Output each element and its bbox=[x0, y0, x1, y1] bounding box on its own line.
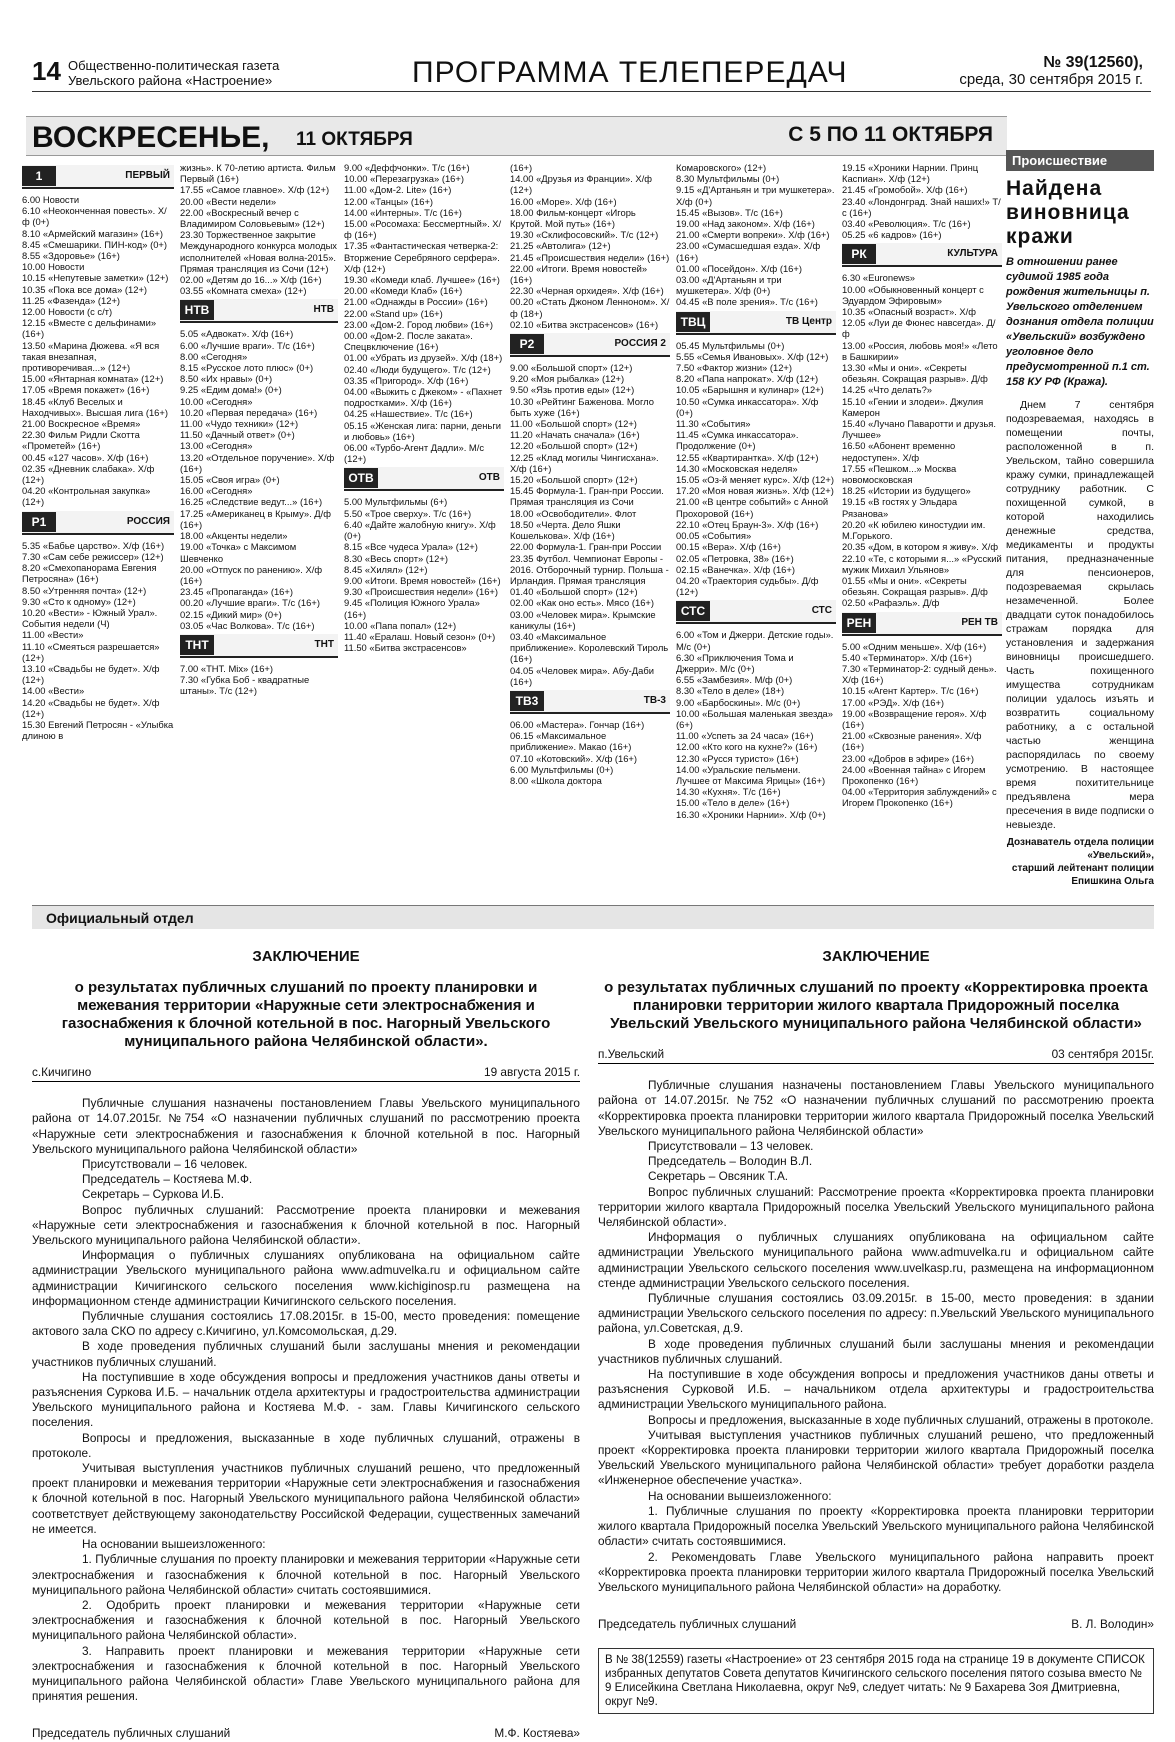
channel-logo-icon: Р1 bbox=[22, 512, 56, 532]
channel-header-ntv bbox=[180, 299, 338, 323]
page-header bbox=[32, 54, 1151, 92]
channel-header-rossiya bbox=[22, 511, 174, 535]
channel-name: ОТВ bbox=[478, 472, 500, 484]
issue-number: № 39(12560), bbox=[1043, 54, 1143, 71]
tv-day-band bbox=[26, 116, 1007, 156]
report-paragraph: Учитывая выступления участников публичных слушаний решено, что предложенный проект «Корректировка проекта планировки территории жилого квартала Придорожный поселка Увельский Увельского муниципального района Челябинской области» требует доработки раздела «Инженерное обеспечение участка». bbox=[598, 1427, 1154, 1488]
report-paragraph: В ходе проведения публичных слушаний были заслушаны мнения и рекомендации участников публичных слушаний. bbox=[32, 1339, 580, 1369]
report-paragraph: 2. Рекомендовать Главе Увельского муниципального района направить проект «Корректировка проекта планировки территории жилого квартала Придорожный поселка Увельский Увельского муниципального района Челябинской области» на доработку. bbox=[598, 1549, 1154, 1594]
report-date: 19 августа 2015 г. bbox=[484, 1065, 580, 1079]
program-list: 5.00 «Одним меньше». Х/ф (16+) 5.40 «Терминатор». Х/ф (16+) 7.30 «Терминатор-2: судный день». Х/ф (16+) 10.15 «Агент Картер». Т/с (16+) 17.00 «РЭД». Х/ф (16+) 19.00 «Возвращение героя». Х/ф (16+) 21.00 «Сквозные ранения». Х/ф (16+) 23.00 «Добров в эфире» (16+) 24.00 «Военная тайна» с Игорем Прокопенко (16+) 04.00 «Территория заблуждений» с Игорем Прокопенко (16+) bbox=[842, 640, 997, 809]
channel-name: ПЕРВЫЙ bbox=[125, 170, 170, 181]
report-paragraph: В ходе проведения публичных слушаний были заслушаны мнения и рекомендации участников публичных слушаний. bbox=[598, 1336, 1154, 1366]
report-signature bbox=[598, 1617, 1154, 1632]
channel-name: РОССИЯ 2 bbox=[614, 338, 666, 350]
channel-logo-icon: СТС bbox=[676, 601, 710, 621]
channel-name: НТВ bbox=[313, 304, 334, 316]
tv-column-5 bbox=[676, 162, 836, 890]
report-paragraph: На основании вышеизложенного: bbox=[648, 1488, 832, 1503]
channel-header-tnt bbox=[180, 634, 338, 658]
incident-rubric: Происшествие bbox=[1006, 150, 1154, 171]
channel-name: ТВ-3 bbox=[643, 694, 666, 706]
channel-logo-icon: РЕН bbox=[842, 613, 876, 633]
report-body bbox=[32, 1096, 580, 1704]
report-place: п.Увельский bbox=[598, 1047, 665, 1061]
channel-header-rossiya-2 bbox=[510, 333, 670, 357]
program-list: 6.30 «Euronews» 10.00 «Обыкновенный концерт с Эдуардом Эфировым» 10.35 «Опасный возраст». Х/ф 12.05 «Луи де Фюнес навсегда». Д/ф 13.00 «Россия, любовь моя!» «Лето в Башкирии» 13.30 «Мы и они». «Секреты обезьян. Сокращая разрыв». Д/ф 14.25 «Что делать?» 15.10 «Гении и злодеи». Джулия Камерон 15.40 «Лучано Паваротти и друзья. Лучшее» 16.50 «Абонент временно недоступен». Х/ф 17.55 «Пешком...» Москва новомосковская 18.25 «Истории из будущего» 19.15 «В гостях у Эльдара Рязанова» 20.20 «К юбилею киностудии им. М.Горького. 20.35 «Дом, в котором я живу». Х/ф 22.10 «Те, с которыми я...» «Русский мужик Михаил Ульянов» 01.55 «Мы и они». «Секреты обезьян. Сокращая разрыв». Д/ф 02.50 «Рафаэль». Д/ф bbox=[842, 272, 1002, 609]
report-place-date bbox=[598, 1047, 1154, 1064]
channel-logo-icon: НТВ bbox=[180, 300, 214, 320]
tv-column-3 bbox=[344, 162, 504, 890]
report-paragraph: Публичные слушания состоялись 03.09.2015г. в 15-00, место проведения: в здании администрации Увельского сельского поселения по адресу: п.Увельский Увельского муниципального района, ул.Советская, д.9. bbox=[598, 1291, 1154, 1336]
incident-lead: В отношении ранее судимой 1985 года рождения жительницы п. Увельского отделением дознания отдела полиции «Увельский» возбуждено уголовное дело предусмотренной п.1 ст. 158 КУ РФ (Кража). bbox=[1006, 256, 1154, 388]
tv-week-range: С 5 ПО 11 ОКТЯБРЯ bbox=[788, 123, 993, 146]
report-paragraph: Присутствовали – 16 человек. bbox=[82, 1157, 248, 1172]
report-right bbox=[598, 948, 1154, 1714]
program-list: Комаровского» (12+) 8.30 Мультфильмы (0+) 9.15 «Д'Артаньян и три мушкетера». Х/ф (0+) 15.45 «Вызов». Т/с (16+) 19.00 «Над законом». Х/ф (16+) 21.00 «Смерти вопреки». Х/ф (16+) 23.00 «Сумасшедшая езда». Х/ф (16+) 01.00 «Посейдон». Х/ф (16+) 03.00 «Д'Артаньян и три мушкетера». Х/ф (0+) 04.45 «В поле зрения». Т/с (16+) bbox=[676, 162, 835, 308]
program-list: (16+) 14.00 «Друзья из Франции». Х/ф (12+) 16.00 «Море». Х/ф (16+) 18.00 Фильм-концерт «Игорь Крутой. Мой путь» (16+) 19.30 «Склифосовский». Т/с (12+) 21.25 «Автолига» (12+) 21.45 «Происшествия недели» (16+) 22.00 «Итоги. Время новостей» (16+) 22.30 «Черная орхидея». Х/ф (16+) 00.20 «Стать Джоном Ленноном». Х/ф (18+) 02.10 «Битва экстрасенсов» (16+) bbox=[510, 162, 670, 330]
channel-logo-icon: Р2 bbox=[510, 334, 544, 354]
channel-logo-icon: 1 bbox=[22, 166, 56, 186]
program-list: 7.00 «ТНТ. Mix» (16+) 7.30 «Губка Боб - квадратные штаны». Т/с (12+) bbox=[180, 662, 310, 697]
program-list: 19.15 «Хроники Нарнии. Принц Каспиан». Х/ф (12+) 21.45 «Громобой». Х/ф (16+) 23.40 «Лондонград. Знай наших!» Т/с (16+) 03.40 «Революция». Т/с (16+) 05.25 «6 кадров» (16+) bbox=[842, 162, 1001, 241]
report-paragraph: Учитывая выступления участников публичных слушаний решено, что предложенный проект планировки и межевания территории «Наружные сети электроснабжения и газоснабжения к блочной котельной в пос. Нагорный Увельского муниципального района Челябинской области» соответствует действующему законодательству Российской Федерации, существенных замечаний не имеется. bbox=[32, 1461, 580, 1536]
report-paragraph: Публичные слушания назначены постановлением Главы Увельского муниципального района от 14.07.2015г. №754 «О назначении публичных слушаний по рассмотрению проекта «Наружные сети электроснабжения и газоснабжения к блочной котельной в пос. Нагорный Увельского муниципального района Челябинской области» bbox=[32, 1096, 580, 1156]
signature-role: Председатель публичных слушаний bbox=[32, 1726, 231, 1741]
report-paragraph: Публичные слушания назначены постановлением Главы Увельского муниципального района от 14.07.2015г. №752 «О назначении публичных слушаний по рассмотрению проекта «Корректировка проекта планировки территории жилого квартала Придорожный поселка Увельский Увельского муниципального района Челябинской области» bbox=[598, 1078, 1154, 1138]
channel-logo-icon: ОТВ bbox=[344, 468, 378, 488]
issue-info bbox=[959, 54, 1143, 88]
report-paragraph: На поступившие в ходе обсуждения вопросы и предложения участников даны ответы и разъяснения Суркова И.Б. – начальник отдела архитектуры и градостроительства администрации Увельского муниципального района и Костяева М.Ф. - зам. Главы Кичигинского сельского поселения. bbox=[32, 1369, 580, 1430]
correction-notice: В № 38(12559) газеты «Настроение» от 23 сентября 2015 года на странице 19 в документе СПИСОК избранных депутатов Совета депутатов Кичигинского сельского поселения пятого созыва вместо № 9 Елисейкина Светлана Николаевна, округ №9, следует читать: № 9 Бахарева Зоя Дмитриевна, округ №9. bbox=[598, 1648, 1154, 1714]
channel-logo-icon: ТВЦ bbox=[676, 312, 710, 332]
program-list: 5.05 «Адвокат». Х/ф (16+) 6.00 «Лучшие враги». Т/с (16+) 8.00 «Сегодня» 8.15 «Русское лото плюс» (0+) 8.50 «Их нравы» (0+) 9.25 «Едим дома!» (0+) 10.00 «Сегодня» 10.20 «Первая передача» (16+) 11.00 «Чудо техники» (12+) 11.50 «Дачный ответ» (0+) 13.00 «Сегодня» 13.20 «Отдельное поручение». Х/ф (16+) 15.05 «Своя игра» (0+) 16.00 «Сегодня» 16.25 «Следствие ведут...» (16+) 17.25 «Американец в Крыму». Д/ф (16+) 18.00 «Акценты недели» 19.00 «Точка» с Максимом Шевченко 20.00 «Отпуск по ранению». Х/ф (16+) 23.45 «Пропаганда» (16+) 00.20 «Лучшие враги». Т/с (16+) 02.15 «Дикий мир» (0+) 03.05 «Час Волкова». Т/с (16+) bbox=[180, 328, 335, 631]
report-paragraph: Секретарь – Овсяник Т.А. bbox=[648, 1169, 789, 1184]
tv-column-4 bbox=[510, 162, 670, 890]
report-paragraph: Присутствовали – 13 человек. bbox=[648, 1139, 814, 1154]
report-paragraph: Вопрос публичных слушаний: Рассмотрение проекта планировки и межевания «Наружные сети электроснабжения и газоснабжения к блочной котельной в пос. Нагорный Увельского муниципального района Челябинской области». bbox=[32, 1202, 580, 1248]
incident-article bbox=[1006, 150, 1154, 888]
signature-role: Председатель публичных слушаний bbox=[598, 1617, 797, 1632]
page-number: 14 bbox=[32, 56, 61, 86]
incident-headline: Найдена виновница кражи bbox=[1006, 177, 1130, 248]
report-place: с.Кичигино bbox=[32, 1065, 92, 1079]
report-body bbox=[598, 1078, 1154, 1595]
incident-signature bbox=[1006, 836, 1154, 888]
report-paragraph: На поступившие в ходе обсуждения вопросы и предложения участников даны ответы и разъяснения Сурковой И.Б. – начальником отдела архитектуры и градостроительства администрации Увельского муниципального района. bbox=[598, 1367, 1154, 1412]
report-paragraph: Информация о публичных слушаниях опубликована на официальном сайте администрации Увельского муниципального района www.admuvelka.ru и официальном сайте администрации Кичигинского сельского поселения www.kichiginosp.ru размещена на информационном стенде администрации Кичигинского сельского поселения. bbox=[32, 1248, 580, 1308]
channel-name: КУЛЬТУРА bbox=[947, 248, 998, 260]
report-subject: о результатах публичных слушаний по проекту «Корректировка проекта планировки территории жилого квартала Придорожный поселка Увельский Увельского муниципального района Челябинской области» bbox=[604, 979, 1148, 1032]
report-paragraph: Публичные слушания состоялись 17.08.2015г. в 15-00, место проведения: помещение актового зала СКО по адресу с.Кичигино, ул.Комсомольская, д.29. bbox=[32, 1309, 580, 1339]
official-section-band bbox=[32, 905, 1154, 929]
report-place-date bbox=[32, 1065, 580, 1082]
report-left bbox=[32, 948, 580, 1742]
report-paragraph: Председатель – Володин В.Л. bbox=[648, 1154, 813, 1169]
signature-name: В. Л. Володин» bbox=[1071, 1617, 1154, 1632]
report-paragraph: Вопросы и предложения, высказанные в ходе публичных слушаний, отражены в протоколе. bbox=[32, 1430, 580, 1460]
signature-line-1: Дознаватель отдела полиции «Увельский», bbox=[1006, 837, 1154, 861]
report-paragraph: 1. Публичные слушания по проекту планировки и межевания территории «Наружные сети электроснабжения и газоснабжения к блочной котельной в пос. Нагорный Увельского муниципального района Челябинской области» считать состоявшимися. bbox=[32, 1552, 580, 1597]
report-heading: ЗАКЛЮЧЕНИЕ bbox=[822, 948, 930, 965]
report-paragraph: Информация о публичных слушаниях опубликована на официальном сайте администрации Увельского муниципального района www.admuvelka.ru и официальном сайте администрации Увельского сельского поселения www.uvelkasp.ru, размещена на информационном стенде администрации Увельского сельского поселения. bbox=[598, 1230, 1154, 1290]
program-list: 05.45 Мультфильмы (0+) 5.55 «Семья Ивановых». Х/ф (12+) 7.50 «Фактор жизни» (12+) 8.20 «Папа напрокат». Х/ф (12+) 10.05 «Барышня и кулинар» (12+) 10.50 «Сумка инкассатора». Х/ф (0+) 11.30 «События» 11.45 «Сумка инкассатора». Продолжение (0+) 12.55 «Квартирантка». Х/ф (12+) 14.30 «Московская неделя» 15.05 «Оз-й меняет курс». Х/ф (12+) 17.20 «Моя новая жизнь». Х/ф (12+) 21.00 «В центре событий» с Анной Прохоровой (16+) 22.10 «Отец Браун-3». Х/ф (16+) 00.05 «События» 00.15 «Вера». Х/ф (16+) 02.05 «Петровка, 38» (16+) 02.15 «Ванечка». Х/ф (16+) 04.20 «Траектория судьбы». Д/ф (12+) bbox=[676, 339, 834, 598]
channel-name: ТВ Центр bbox=[785, 315, 832, 327]
channel-logo-icon: ТВ3 bbox=[510, 691, 544, 711]
program-list: 9.00 «Деффчонки». Т/с (16+) 10.00 «Перезагрузка» (16+) 11.00 «Дом-2. Lite» (16+) 12.00 «Танцы» (16+) 14.00 «Интерны». Т/с (16+) 15.00 «Росомаха: Бессмертный». Х/ф (16+) 17.35 «Фантастическая четверка-2: Вторжение Серебряного серфера». Х/ф (12+) 19.30 «Комеди клаб. Лучшее» (16+) 20.00 «Комеди Клаб» (16+) 21.00 «Однажды в России» (16+) 22.00 «Stand up» (16+) 23.00 «Дом-2. Город любви» (16+) 00.00 «Дом-2. После заката». Спецвключение (16+) 01.00 «Убрать из друзей». Х/ф (18+) 02.40 «Люди будущего». Т/с (12+) 03.35 «Пригород». Х/ф (16+) 04.00 «Выжить с Джеком» - «Пахнет подростками». Х/ф (16+) 04.25 «Нашествие». Т/с (16+) 05.15 «Женская лига: парни, деньги и любовь» (16+) 06.00 «Турбо-Агент Дадли». М/с (12+) bbox=[344, 162, 503, 465]
channel-header-sts bbox=[676, 600, 836, 624]
channel-name: РОССИЯ bbox=[126, 515, 170, 527]
channel-header-perviy bbox=[22, 165, 174, 189]
section-title: ПРОГРАММА ТЕЛЕПЕРЕДАЧ bbox=[412, 56, 848, 89]
report-paragraph: На основании вышеизложенного: bbox=[82, 1537, 266, 1552]
incident-body: Днем 7 сентября подозреваемая, находясь в помещении почты, расположенной в п. Увельском, тайно совершила кражу сумки, принадлежащей сотруднику работник. С похищенной сумкой, в которой находились денежные средства, медикаменты и продукты питания, предназначенные для пенсионеров, подозреваемая скрылась незамеченной. Более двадцати суток понадобилось стражам порядка для установления и задержания виновницы происшедшего. Часть похищенного имущества сотрудникам полиции удалось изъять и возвратить социальному работнику, а с остальной частью женщина распорядилась по своему усмотрению. В настоящее время похитительнице предъявлена мера пресечения в виде подписки о невыезде. bbox=[1006, 399, 1154, 831]
signature-line-2: старший лейтенант полиции Епишкина Ольга bbox=[1011, 863, 1154, 887]
tv-day-name: ВОСКРЕСЕНЬЕ, bbox=[32, 121, 270, 154]
report-heading: ЗАКЛЮЧЕНИЕ bbox=[252, 948, 360, 965]
report-signature bbox=[32, 1726, 580, 1741]
report-paragraph: Вопрос публичных слушаний: Рассмотрение проекта «Корректировка проекта планировки территории жилого квартала Придорожный поселка Увельский Увельского муниципального района Челябинской области». bbox=[598, 1184, 1154, 1230]
channel-header-otv bbox=[344, 467, 504, 491]
program-list: 6.00 Новости 6.10 «Неоконченная повесть». Х/ф (0+) 8.10 «Армейский магазин» (16+) 8.45 «Смешарики. ПИН-код» (0+) 8.55 «Здоровье» (16+) 10.00 Новости 10.15 «Непутевые заметки» (12+) 10.35 «Пока все дома» (12+) 11.25 «Фазенда» (12+) 12.00 Новости (с с/т) 12.15 «Вместе с дельфинами» (16+) 13.50 «Марина Дюжева. «Я вся такая внезапная, противоречивая...» (12+) 15.00 «Янтарная комната» (12+) 17.05 «Время покажет» (16+) 18.45 «Клуб Веселых и Находчивых». Высшая лига (16+) 21.00 Воскресное «Время» 22.30 Фильм Ридли Скотта «Прометей» (16+) 00.45 «127 часов». Х/ф (16+) 02.35 «Дневник слабака». Х/ф (12+) 04.20 «Контрольная закупка» (12+) bbox=[22, 194, 169, 508]
program-list: 06.00 «Мастера». Гончар (16+) 06.15 «Максимальное приближение». Макао (16+) 07.10 «Котовский». Х/ф (16+) 6.00 Мультфильмы (0+) 8.00 «Школа доктора bbox=[510, 718, 645, 786]
channel-header-tv3 bbox=[510, 690, 670, 714]
newspaper-name bbox=[68, 58, 279, 88]
channel-logo-icon: РК bbox=[842, 244, 876, 264]
org-line-2: Увельского района «Настроение» bbox=[68, 73, 273, 88]
issue-date: среда, 30 сентября 2015 г. bbox=[959, 71, 1143, 88]
tv-column-6 bbox=[842, 162, 1002, 890]
report-paragraph: Председатель – Костяева М.Ф. bbox=[82, 1172, 253, 1187]
channel-name: ТНТ bbox=[314, 638, 334, 650]
channel-name: СТС bbox=[811, 605, 832, 617]
program-list: 9.00 «Большой спорт» (12+) 9.20 «Моя рыбалка» (12+) 9.50 «Язь против еды» (12+) 10.30 «Рейтинг Баженова. Могло быть хуже (16+) 11.00 «Большой спорт» (12+) 11.20 «Начать сначала» (16+) 12.20 «Большой спорт» (12+) 12.25 «Клад могилы Чингисхана». Х/ф (16+) 15.20 «Большой спорт» (12+) 15.45 Формула-1. Гран-при России. Прямая трансляция из Сочи 18.00 «Освободители». Флот 18.50 «Черта. Дело Яшки Кошелькова». Х/ф (16+) 22.00 Формула-1. Гран-при России 23.35 Футбол. Чемпионат Европы - 2016. Отборочный турнир. Польша - Ирландия. Прямая трансляция 01.40 «Большой спорт» (12+) 02.00 «Как оно есть». Мясо (16+) 03.00 «Человек мира». Крымские каникулы (16+) 03.40 «Максимальное приближение». Королевский Тироль (16+) 04.05 «Человек мира». Абу-Даби (16+) bbox=[510, 362, 669, 687]
channel-logo-icon: ТНТ bbox=[180, 635, 214, 655]
channel-name: РЕН ТВ bbox=[961, 616, 998, 628]
report-paragraph: Вопросы и предложения, высказанные в ходе публичных слушаний, отражены в протоколе. bbox=[648, 1412, 1154, 1427]
signature-name: М.Ф. Костяева» bbox=[494, 1726, 580, 1741]
report-paragraph: 1. Публичные слушания по проекту «Корректировка проекта планировки территории жилого квартала Придорожный поселка Увельский Увельского муниципального района Челябинской области» считать состоявшимися. bbox=[598, 1503, 1154, 1549]
program-list: жизнь». К 70-летию артиста. Фильм Первый (16+) 17.55 «Самое главное». Х/ф (12+) 20.00 «Вести недели» 22.00 «Воскресный вечер с Владимиром Соловьевым» (12+) 23.30 Торжественное закрытие Международного конкурса молодых исполнителей «Новая волна-2015». Прямая трансляция из Сочи (12+) 02.00 «Детям до 16...» Х/ф (16+) 03.55 «Комната смеха» (12+) bbox=[180, 162, 337, 297]
channel-header-ren-tv bbox=[842, 612, 1002, 636]
report-paragraph: 3. Направить проект планировки и межевания территории «Наружные сети электроснабжения и газоснабжения к блочной котельной в пос. Нагорный Увельского муниципального района Челябинской области» Главе Увельского муниципального района для принятия решения. bbox=[32, 1643, 580, 1704]
report-subject: о результатах публичных слушаний по проекту планировки и межевания территории «Наружные сети электроснабжения и газоснабжения к блочной котельной в пос. Нагорный Увельского муниципального района Челябинской области». bbox=[61, 979, 551, 1050]
program-list: 6.00 «Том и Джерри. Детские годы». М/с (0+) 6.30 «Приключения Тома и Джерри». М/с (0+) 6.55 «Замбезия». М/ф (0+) 8.30 «Тело в деле» (18+) 9.00 «Барбоскины». М/с (0+) 10.00 «Большая маленькая звезда» (6+) 11.00 «Успеть за 24 часа» (16+) 12.00 «Кто кого на кухне?» (16+) 12.30 «Русся туристо» (16+) 14.00 «Уральские пельмени. Лучшее от Максима Ярицы» (16+) 14.30 «Кухня». Т/с (16+) 15.00 «Тело в деле» (16+) 16.30 «Хроники Нарнии». Х/ф (0+) bbox=[676, 629, 834, 820]
tv-column-1 bbox=[22, 162, 174, 890]
report-date: 03 сентября 2015г. bbox=[1051, 1047, 1154, 1061]
channel-header-kultura bbox=[842, 243, 1002, 267]
program-list: 5.00 Мультфильмы (6+) 5.50 «Трое сверху». Т/с (16+) 6.40 «Дайте жалобную книгу». Х/ф (0+) 8.15 «Все чудеса Урала» (12+) 8.30 «Весь спорт» (12+) 8.45 «Хилял» (12+) 9.00 «Итоги. Время новостей» (16+) 9.30 «Происшествия недели» (16+) 9.45 «Полиция Южного Урала» (16+) 10.00 «Папа попал» (12+) 11.40 «Ералаш. Новый сезон» (0+) 11.50 «Битва экстрасенсов» bbox=[344, 496, 501, 654]
official-section-title: Официальный отдел bbox=[46, 910, 194, 926]
org-line-1: Общественно-политическая газета bbox=[68, 58, 280, 73]
program-list: 5.35 «Бабье царство». Х/ф (16+) 7.30 «Сам себе режиссер» (12+) 8.20 «Смехопанорама Евгения Петросяна» (16+) 8.50 «Утренняя почта» (12+) 9.30 «Сто к одному» (12+) 10.20 «Вести» - Южный Урал». События недели (Ч) 11.00 «Вести» 11.10 «Смеяться разрешается» (12+) 13.10 «Свадьбы не будет». Х/ф (12+) 14.00 «Вести» 14.20 «Свадьбы не будет». Х/ф (12+) 15.30 Евгений Петросян - «Улыбка длиною в bbox=[22, 539, 174, 742]
tv-day-date: 11 ОКТЯБРЯ bbox=[296, 129, 413, 150]
report-paragraph: Секретарь – Суркова И.Б. bbox=[82, 1187, 225, 1202]
report-paragraph: 2. Одобрить проект планировки и межевания территории «Наружные сети электроснабжения и газоснабжения к блочной котельной в пос. Нагорный Увельского муниципального района Челябинской области». bbox=[32, 1597, 580, 1643]
channel-header-tv-center bbox=[676, 311, 836, 335]
tv-column-2 bbox=[180, 162, 338, 890]
